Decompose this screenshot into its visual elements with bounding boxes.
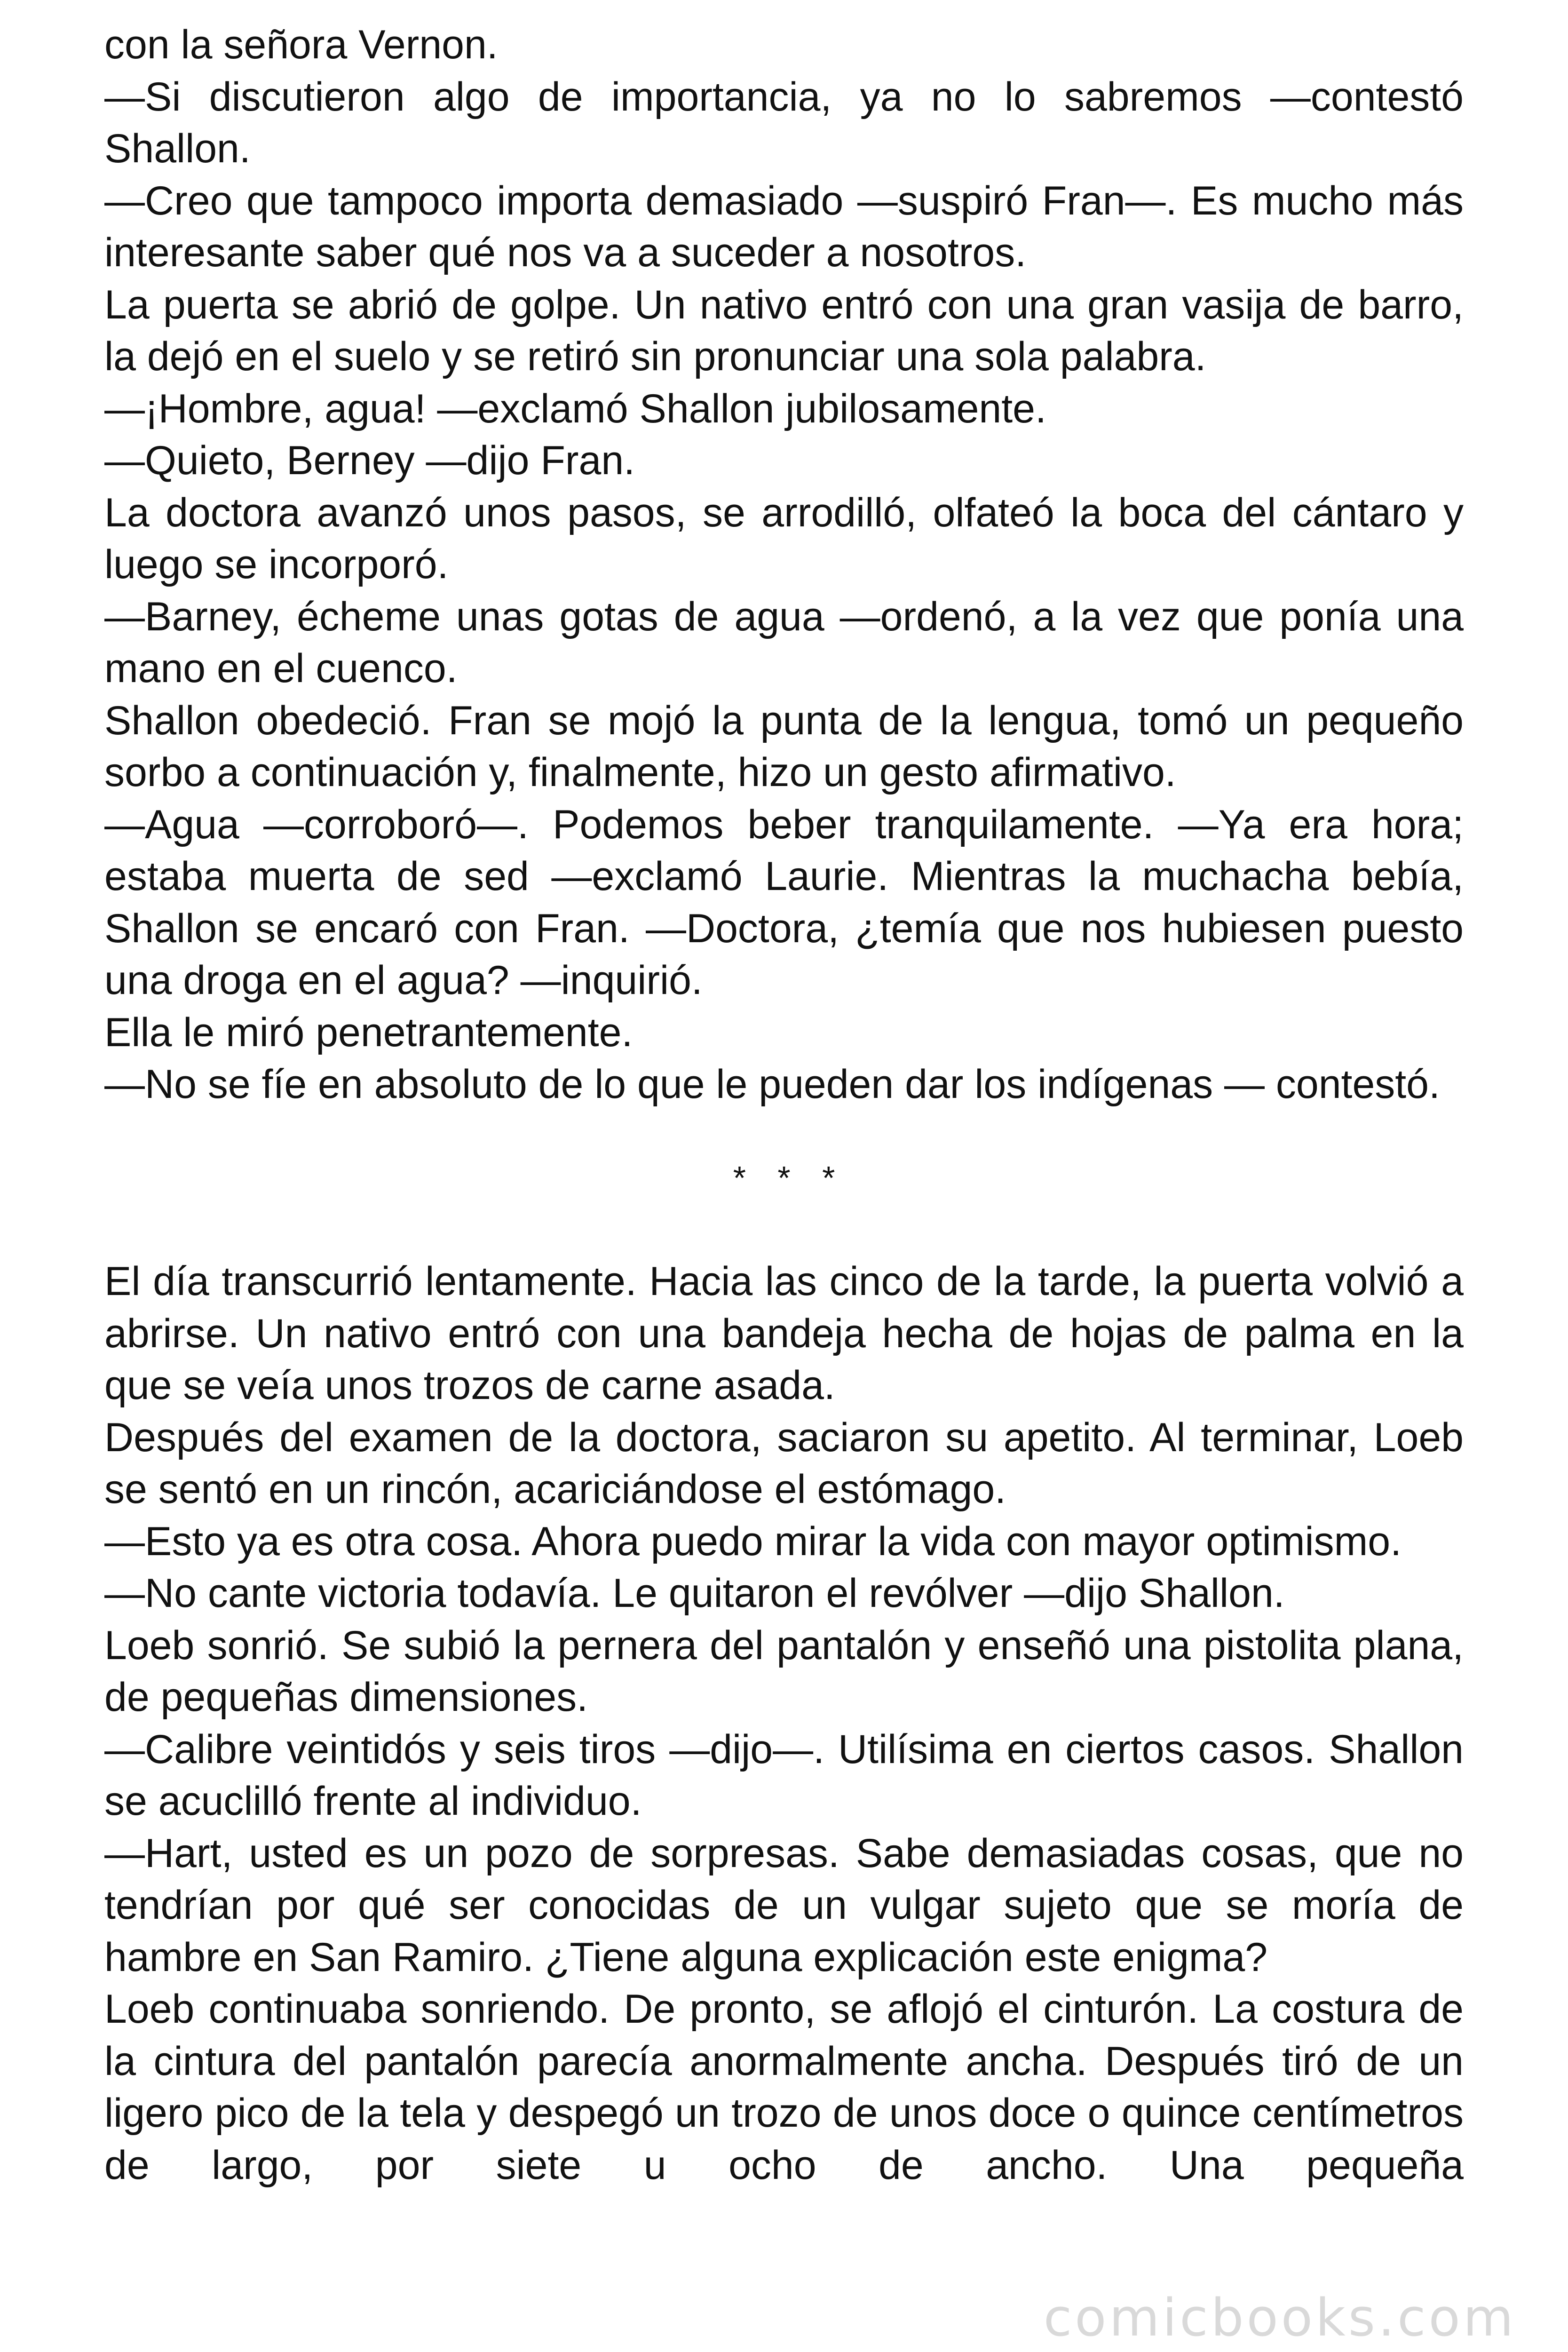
paragraph: Loeb sonrió. Se subió la pernera del pantalón y enseñó una pistolita plana, de pequeñas dimensiones. bbox=[104, 1622, 1464, 1720]
paragraph: Shallon obedeció. Fran se mojó la punta de la lengua, tomó un pequeño sorbo a continuación y, finalmente, hizo un gesto afirmativo. bbox=[104, 698, 1464, 795]
paragraph: —Calibre veintidós y seis tiros —dijo—. Utilísima en ciertos casos. Shallon se acuclilló frente al individuo. bbox=[104, 1726, 1464, 1824]
paragraph: Después del examen de la doctora, saciaron su apetito. Al terminar, Loeb se sentó en un rincón, acariciándose el estómago. bbox=[104, 1414, 1464, 1512]
paragraph: —Agua —corroboró—. Podemos beber tranquilamente. —Ya era hora; estaba muerta de sed —exclamó Laurie. Mientras la muchacha bebía, Shallon se encaró con Fran. —Doctora, ¿temía que nos hubiesen puesto una droga en el agua? —inquirió. bbox=[104, 802, 1464, 1003]
paragraph: La doctora avanzó unos pasos, se arrodilló, olfateó la boca del cántaro y luego se incorporó. bbox=[104, 490, 1464, 587]
paragraph: —Creo que tampoco importa demasiado —suspiró Fran—. Es mucho más interesante saber qué nos va a suceder a nosotros. bbox=[104, 178, 1464, 275]
paragraph: —No se fíe en absoluto de lo que le pueden dar los indígenas — contestó. bbox=[104, 1062, 1440, 1107]
paragraph: —No cante victoria todavía. Le quitaron el revólver —dijo Shallon. bbox=[104, 1571, 1285, 1616]
paragraph: con la señora Vernon. bbox=[104, 22, 498, 67]
paragraph: —Hart, usted es un pozo de sorpresas. Sabe demasiadas cosas, que no tendrían por qué ser conocidas de un vulgar sujeto que se moría de hambre en San Ramiro. ¿Tiene alguna explicación este enigma? bbox=[104, 1830, 1464, 1980]
paragraph: El día transcurrió lentamente. Hacia las cinco de la tarde, la puerta volvió a abrirse. Un nativo entró con una bandeja hecha de hojas de palma en la que se veía unos trozos de carne asada. bbox=[104, 1259, 1464, 1408]
paragraph: La puerta se abrió de golpe. Un nativo entró con una gran vasija de barro, la dejó en el suelo y se retiró sin pronunciar una sola palabra. bbox=[104, 282, 1464, 379]
paragraph: —Esto ya es otra cosa. Ahora puedo mirar la vida con mayor optimismo. bbox=[104, 1518, 1402, 1564]
watermark: comicbooks.com bbox=[1043, 2288, 1516, 2348]
paragraph: Loeb continuaba sonriendo. De pronto, se aflojó el cinturón. La costura de la cintura del pantalón parecía anormalmente ancha. Después tiró de un ligero pico de la tela y despegó un trozo de unos doce o quince centímetros de largo, por siete u ocho de ancho. Una pequeña bbox=[104, 1986, 1464, 2188]
section-separator: * * * bbox=[733, 1159, 847, 1196]
paragraph: —Si discutieron algo de importancia, ya no lo sabremos —contestó Shallon. bbox=[104, 74, 1464, 171]
book-page bbox=[104, 19, 1464, 2191]
paragraph: —¡Hombre, agua! —exclamó Shallon jubilosamente. bbox=[104, 386, 1046, 431]
paragraph: —Quieto, Berney —dijo Fran. bbox=[104, 438, 635, 483]
paragraph: —Barney, écheme unas gotas de agua —ordenó, a la vez que ponía una mano en el cuenco. bbox=[104, 594, 1464, 691]
paragraph: Ella le miró penetrantemente. bbox=[104, 1009, 633, 1055]
